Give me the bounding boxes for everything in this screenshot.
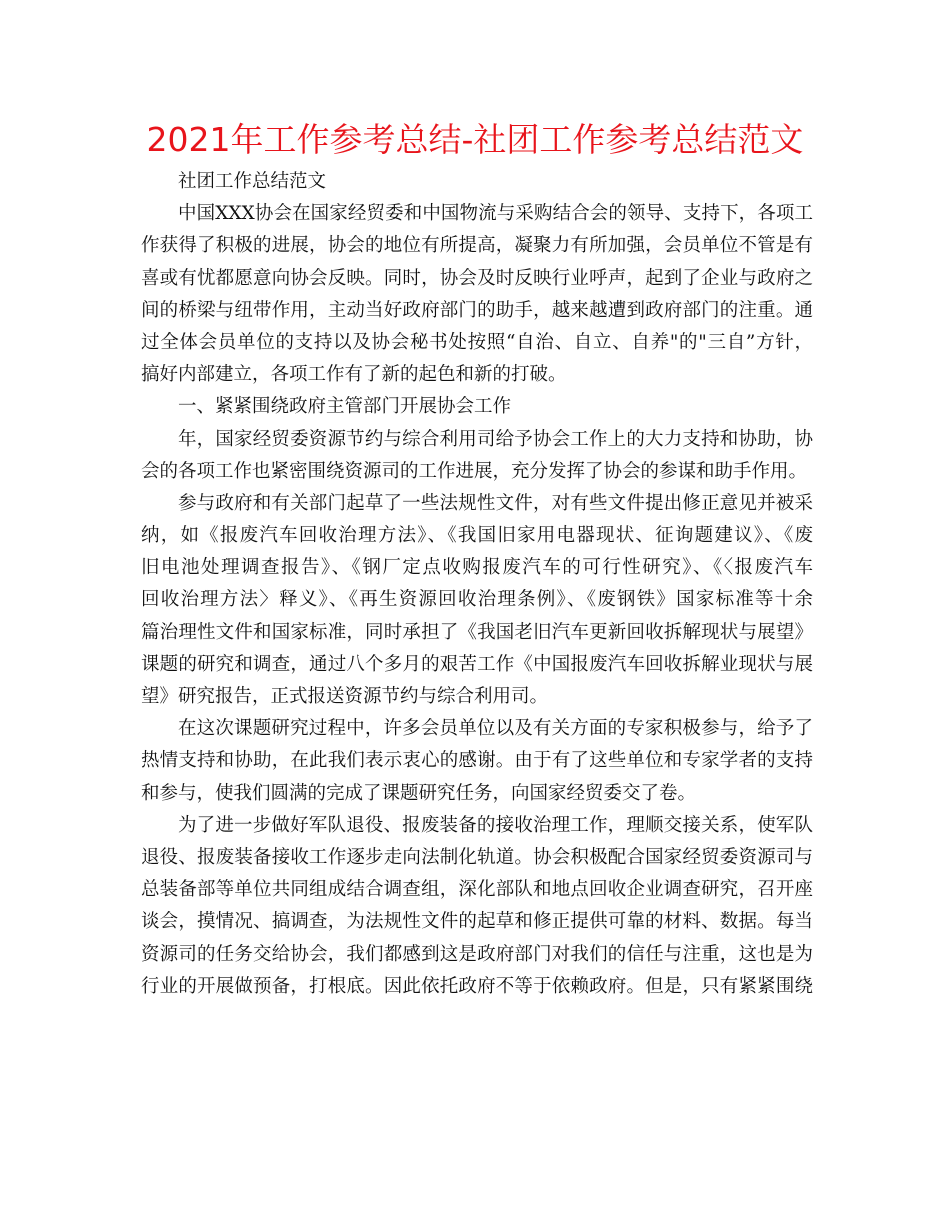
text-line: 篇治理性文件和国家标准，同时承担了《我国老旧汽车更新回收拆解现状与展望》 — [141, 621, 813, 643]
text-line: 喜或有忧都愿意向协会反映。同时，协会及时反映行业呼声，起到了企业与政府之 — [141, 267, 813, 289]
text-line: 会的各项工作也紧密围绕资源司的工作进展，充分发挥了协会的参谋和助手作用。 — [141, 460, 808, 482]
text-line: 中国XXX协会在国家经贸委和中国物流与采购结合会的领导、支持下，各项工 — [178, 203, 813, 225]
text-line: 和参与，使我们圆满的完成了课题研究任务，向国家经贸委交了卷。 — [141, 782, 697, 804]
text-line: 参与政府和有关部门起草了一些法规性文件，对有些文件提出修正意见并被采 — [178, 492, 813, 514]
text-line: 总装备部等单位共同组成结合调查组，深化部队和地点回收企业调查研究，召开座 — [141, 879, 813, 901]
text-line: 为了进一步做好军队退役、报废装备的接收治理工作，理顺交接关系，使军队 — [178, 814, 813, 836]
text-line: 课题的研究和调查，通过八个多月的艰苦工作《中国报废汽车回收拆解业现状与展 — [141, 653, 813, 675]
text-line: 旧电池处理调查报告》、《钢厂定点收购报废汽车的可行性研究》、《〈报废汽车 — [141, 557, 813, 579]
document-body — [141, 166, 813, 1003]
text-line: 搞好内部建立，各项工作有了新的起色和新的打破。 — [141, 364, 567, 386]
text-line: 社团工作总结范文 — [178, 171, 327, 192]
text-line: 过全体会员单位的支持以及协会秘书处按照“自治、自立、自养"的"三自”方针， — [141, 331, 813, 353]
text-line: 资源司的任务交给协会，我们都感到这是政府部门对我们的信任与注重，这也是为 — [141, 943, 813, 965]
document-title: 2021年工作参考总结-社团工作参考总结范文 — [146, 120, 804, 159]
text-line: 作获得了积极的进展，协会的地位有所提高，凝聚力有所加强，会员单位不管是有 — [141, 235, 813, 257]
text-line: 一、紧紧围绕政府主管部门开展协会工作 — [178, 396, 512, 418]
text-line: 谈会，摸情况、搞调查，为法规性文件的起草和修正提供可靠的材料、数据。每当 — [141, 911, 813, 933]
text-line: 退役、报废装备接收工作逐步走向法制化轨道。协会积极配合国家经贸委资源司与 — [141, 846, 813, 868]
text-line: 行业的开展做预备，打根底。因此依托政府不等于依赖政府。但是，只有紧紧围绕 — [141, 975, 813, 997]
text-line: 热情支持和协助，在此我们表示衷心的感谢。由于有了这些单位和专家学者的支持 — [141, 750, 813, 772]
text-line: 回收治理方法〉释义》、《再生资源回收治理条例》、《废钢铁》国家标准等十余 — [141, 589, 813, 611]
text-line: 年，国家经贸委资源节约与综合利用司给予协会工作上的大力支持和协助，协 — [178, 428, 813, 450]
text-line: 纳，如《报废汽车回收治理方法》、《我国旧家用电器现状、征询题建议》、《废 — [141, 525, 813, 547]
text-line: 间的桥梁与纽带作用，主动当好政府部门的助手，越来越遭到政府部门的注重。通 — [141, 299, 813, 321]
text-line: 在这次课题研究过程中，许多会员单位以及有关方面的专家积极参与，给予了 — [178, 718, 813, 740]
text-line: 望》研究报告，正式报送资源节约与综合利用司。 — [141, 686, 549, 707]
